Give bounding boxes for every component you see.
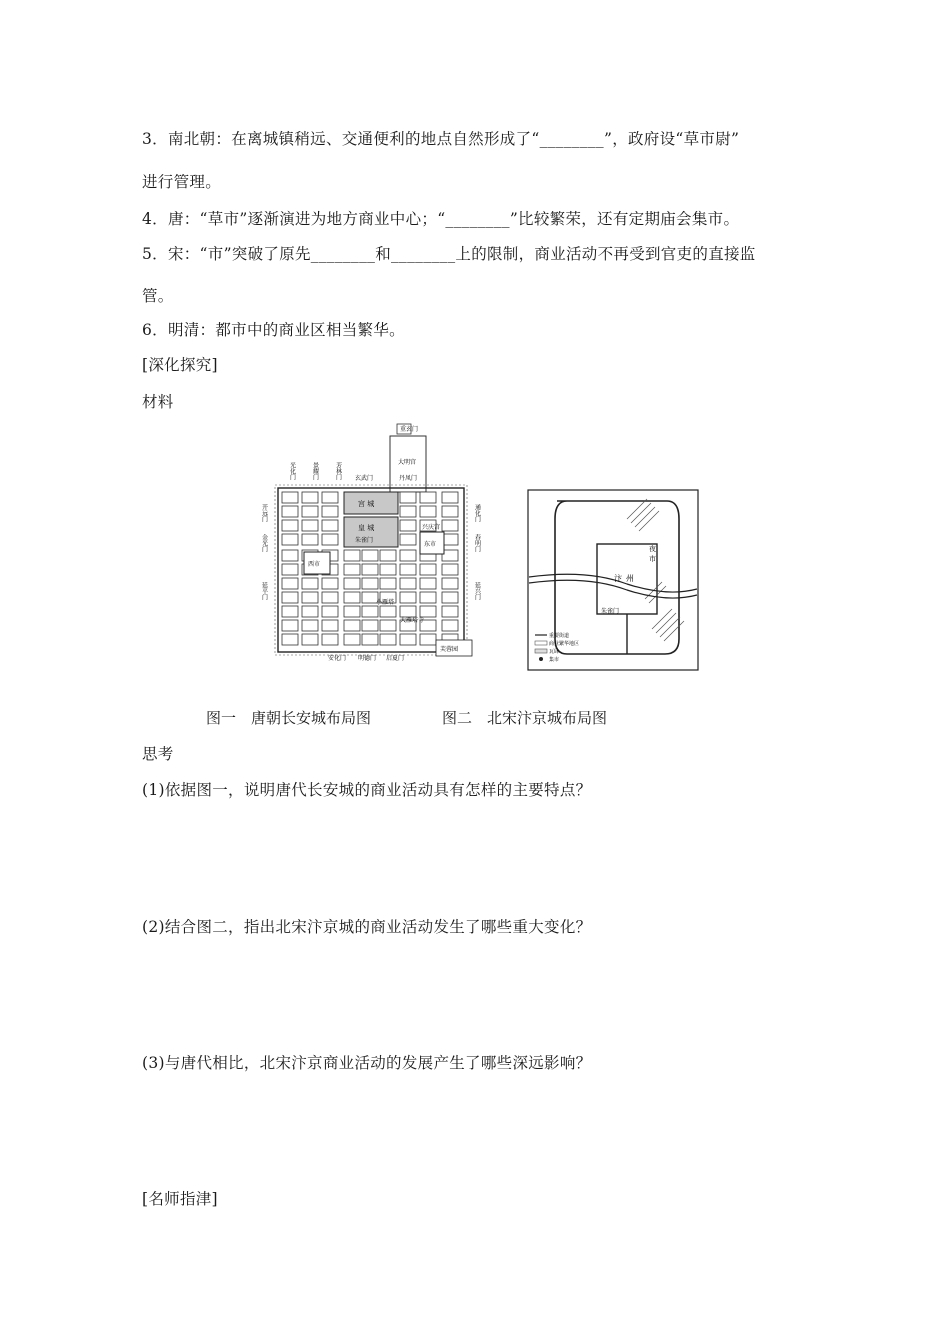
- label-chunming: 春明门: [473, 534, 481, 552]
- ward-block: [400, 634, 416, 645]
- ward-block: [344, 634, 360, 645]
- ward-block: [442, 564, 458, 575]
- ward-block: [322, 492, 338, 503]
- ward-block: [442, 492, 458, 503]
- ward-block: [302, 634, 318, 645]
- figure2-caption: 图二 北宋汴京城布局图: [442, 709, 608, 727]
- material-label: 材料: [142, 393, 174, 411]
- ward-block: [420, 634, 436, 645]
- ward-block: [302, 606, 318, 617]
- figure1-caption: 图一 唐朝长安城布局图: [206, 709, 372, 727]
- ward-block: [362, 634, 378, 645]
- label-fanglin: 芳林门: [334, 462, 342, 480]
- ward-block: [344, 578, 360, 589]
- ward-block: [322, 606, 338, 617]
- ward-block: [302, 578, 318, 589]
- ward-block: [282, 492, 298, 503]
- figure-changan-map: [258, 422, 483, 666]
- ward-block: [282, 578, 298, 589]
- legend-wasi: 瓦肆: [549, 649, 560, 655]
- ward-block: [344, 592, 360, 603]
- ward-block: [302, 520, 318, 531]
- label-dayan: 大雁塔寺: [400, 617, 425, 624]
- ward-block: [400, 564, 416, 575]
- label-tonghua: 通化门: [473, 504, 481, 522]
- section-heading-teacher: [名师指津]: [142, 1190, 218, 1208]
- think-label: 思考: [142, 745, 174, 763]
- label-dongshi: 东市: [424, 541, 437, 548]
- ward-block: [302, 620, 318, 631]
- ward-block: [344, 620, 360, 631]
- ward-block: [400, 534, 416, 545]
- label-shi: 市: [649, 555, 656, 563]
- ward-block: [400, 506, 416, 517]
- ward-block: [400, 592, 416, 603]
- figure-bianjing-map: [527, 489, 699, 671]
- legend-commerce: 商业繁华地区: [549, 641, 580, 647]
- ward-block: [322, 506, 338, 517]
- label-xishi: 西市: [308, 561, 321, 568]
- label-zhuque-bj: 朱雀门: [601, 608, 620, 615]
- text-line-3: 3．南北朝：在离城镇稍远、交通便利的地点自然形成了“________”，政府设“草市尉”: [142, 130, 740, 148]
- label-bian: 汴: [614, 574, 622, 583]
- ward-block: [400, 606, 416, 617]
- label-guanghua: 光化门: [288, 462, 296, 480]
- label-huangcheng: 皇 城: [358, 524, 375, 532]
- ward-block: [344, 550, 360, 561]
- ward-block: [420, 492, 436, 503]
- ward-block: [400, 520, 416, 531]
- ward-block: [362, 564, 378, 575]
- label-mingde: 明德门: [358, 655, 377, 662]
- ward-block: [302, 492, 318, 503]
- ward-block: [282, 550, 298, 561]
- ward-block: [302, 534, 318, 545]
- ward-block: [322, 634, 338, 645]
- ward-block: [380, 564, 396, 575]
- ward-block: [380, 550, 396, 561]
- ward-block: [282, 620, 298, 631]
- ward-block: [322, 534, 338, 545]
- question-3: (3)与唐代相比，北宋汴京商业活动的发展产生了哪些深远影响？: [142, 1054, 592, 1072]
- ward-block: [442, 578, 458, 589]
- label-gongcheng: 宫 城: [358, 500, 375, 508]
- ward-block: [362, 578, 378, 589]
- ward-block: [322, 620, 338, 631]
- ward-block: [282, 520, 298, 531]
- ward-block: [420, 564, 436, 575]
- ward-block: [380, 578, 396, 589]
- ward-block: [344, 564, 360, 575]
- ward-block: [362, 606, 378, 617]
- ward-block: [442, 620, 458, 631]
- label-qixia: 启夏门: [386, 655, 405, 662]
- label-furong: 芙蓉园: [440, 646, 459, 653]
- question-2: (2)结合图二，指出北宋汴京城的商业活动发生了哪些重大变化？: [142, 918, 592, 936]
- label-xiaoyan: 小雁塔: [376, 599, 395, 606]
- label-zhou: 州: [626, 574, 634, 583]
- text-line-6: 6．明清：都市中的商业区相当繁华。: [142, 321, 405, 339]
- legend-road: 重要街道: [549, 633, 570, 639]
- ward-block: [362, 620, 378, 631]
- ward-block: [282, 506, 298, 517]
- label-yanxing: 延兴门: [473, 582, 481, 600]
- ward-block: [420, 578, 436, 589]
- ward-block: [362, 550, 378, 561]
- ward-block: [282, 592, 298, 603]
- text-line-4: 4．唐：“草市”逐渐演进为地方商业中心；“________”比较繁荣，还有定期庙会集市。: [142, 210, 740, 228]
- ward-block: [380, 634, 396, 645]
- ward-block: [322, 520, 338, 531]
- text-line-3-cont: 进行管理。: [142, 173, 222, 191]
- ward-block: [380, 606, 396, 617]
- ward-block: [282, 534, 298, 545]
- label-kaiyuan: 开远门: [260, 504, 268, 522]
- label-daming: 大明宫: [398, 459, 417, 466]
- section-heading-explore: [深化探究]: [142, 356, 218, 374]
- ward-block: [420, 606, 436, 617]
- text-line-5-cont: 管。: [142, 287, 174, 305]
- label-yanping: 延平门: [260, 582, 268, 600]
- ward-block: [282, 634, 298, 645]
- ward-block: [322, 592, 338, 603]
- legend-market: 集市: [549, 657, 560, 663]
- ward-block: [400, 578, 416, 589]
- label-anhua: 安化门: [328, 655, 347, 662]
- ward-block: [282, 564, 298, 575]
- ward-block: [344, 606, 360, 617]
- ward-block: [322, 578, 338, 589]
- ward-block: [442, 606, 458, 617]
- ward-block: [442, 506, 458, 517]
- ward-block: [420, 592, 436, 603]
- label-zhuque: 朱雀门: [355, 537, 374, 544]
- ward-block: [400, 492, 416, 503]
- label-chongxuan: 重玄门: [400, 426, 419, 433]
- ward-block: [302, 592, 318, 603]
- label-danfeng: 丹凤门: [399, 475, 418, 482]
- label-xingqing: 兴庆宫: [422, 524, 441, 531]
- ward-block: [302, 506, 318, 517]
- ward-block: [420, 506, 436, 517]
- ward-block: [282, 606, 298, 617]
- label-xuanwu: 玄武门: [355, 475, 374, 482]
- question-1: (1)依据图一，说明唐代长安城的商业活动具有怎样的主要特点？: [142, 781, 592, 799]
- label-ye: 夜: [649, 545, 656, 553]
- ward-block: [380, 620, 396, 631]
- ward-block: [400, 550, 416, 561]
- ward-block: [442, 592, 458, 603]
- label-jinguang: 金光门: [260, 534, 268, 552]
- label-jingyao: 景耀门: [311, 462, 319, 480]
- text-line-5: 5．宋：“市”突破了原先________和________上的限制，商业活动不再受到官吏的直接监: [142, 245, 756, 263]
- ward-block: [442, 520, 458, 531]
